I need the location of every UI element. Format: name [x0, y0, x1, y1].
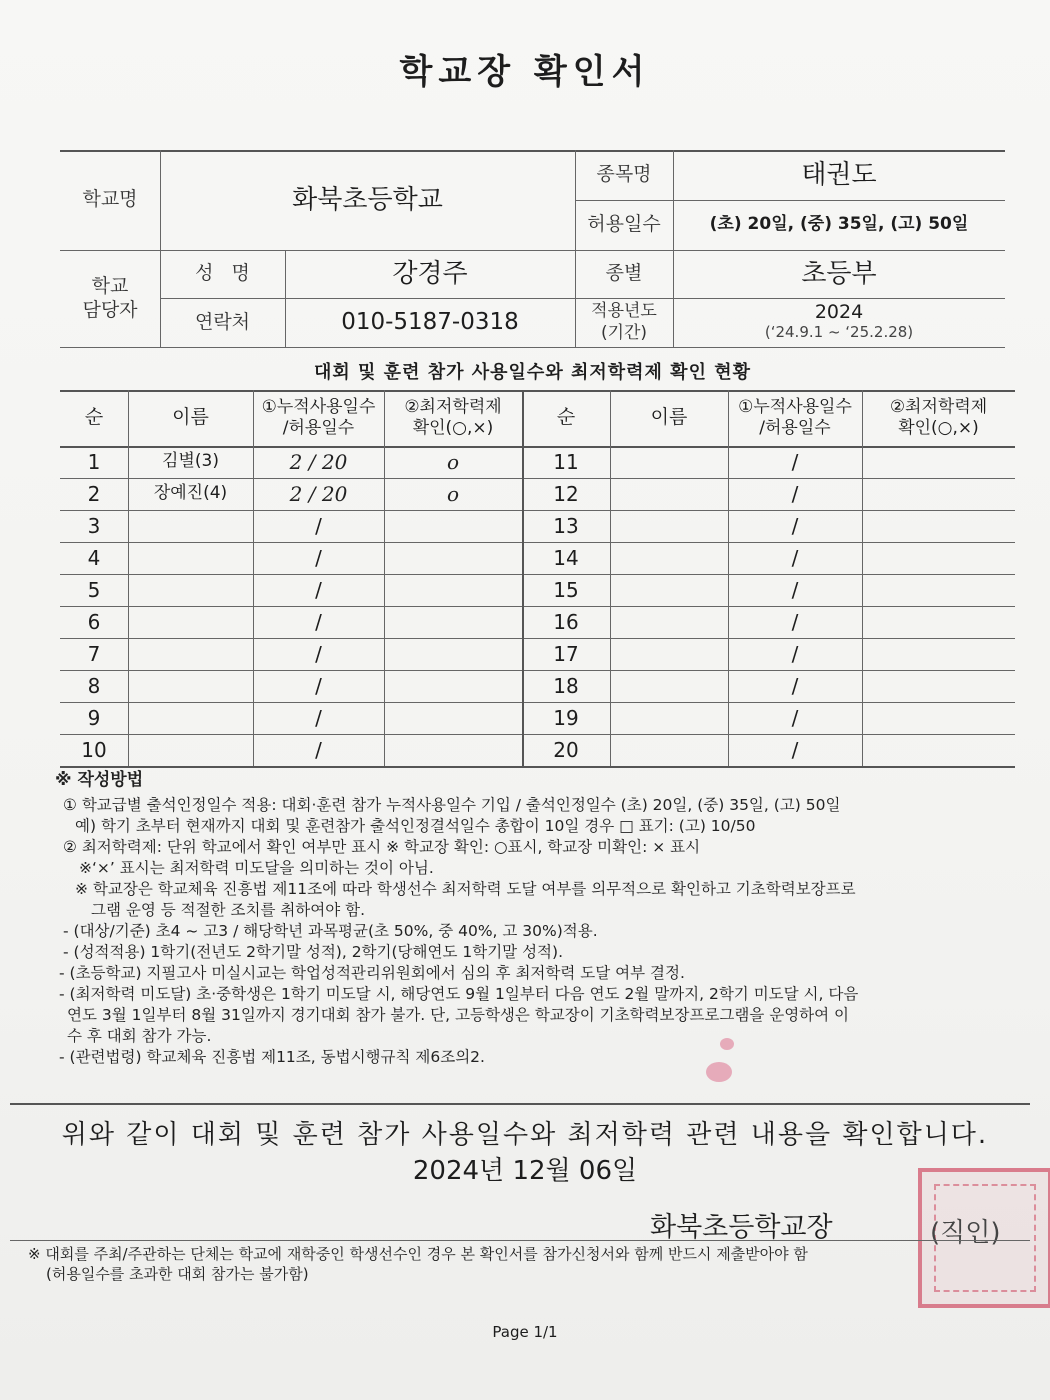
sport-value: 태권도 [801, 159, 877, 190]
row-name [610, 542, 728, 574]
page-number: Page 1/1 [492, 1323, 558, 1341]
row-number: 7 [87, 641, 101, 666]
row-name [128, 734, 253, 766]
row-check [384, 734, 522, 766]
row-name [128, 638, 253, 670]
row-name [610, 702, 728, 734]
row-number: 1 [87, 449, 101, 474]
row-name [610, 734, 728, 766]
category-label: 종별 [605, 262, 643, 285]
section-divider [10, 1103, 1030, 1105]
instructions [55, 770, 1015, 1068]
row-days: / [791, 513, 799, 538]
year-block [673, 298, 1005, 347]
instruction-line: - (대상/기준) 초4 ~ 고3 / 해당학년 과목평균(초 50%, 중 40%, 고 30%)적용. [63, 922, 598, 940]
row-check [862, 670, 1015, 702]
instruction-line: 수 후 대회 참가 가능. [67, 1027, 212, 1045]
row-check [384, 574, 522, 606]
row-check: o [446, 481, 460, 506]
category-value: 초등부 [801, 258, 877, 289]
row-name [610, 606, 728, 638]
row-check [384, 606, 522, 638]
row-check [384, 542, 522, 574]
col-header-name: 이름 [172, 406, 209, 429]
info-divider [60, 347, 1005, 348]
instruction-line: 예) 학기 초부터 현재까지 대회 및 훈련참가 출석인정결석일수 총합이 10일 경우 □ 표기: (고) 10/50 [75, 817, 756, 835]
row-days: / [791, 481, 799, 506]
row-name [610, 446, 728, 478]
footer-line: ※ 대회를 주최/주관하는 단체는 학교에 재학중인 학생선수인 경우 본 확인서를 참가신청서와 함께 반드시 제출받아야 함 [28, 1245, 808, 1263]
row-number: 19 [553, 705, 579, 730]
row-check: o [446, 449, 460, 474]
row-days: / [315, 577, 322, 602]
row-check [862, 638, 1015, 670]
row-number: 16 [553, 609, 579, 634]
row-name [610, 574, 728, 606]
col-header-no: 순 [556, 406, 576, 429]
col-header-days: ①누적사용일수 /허용일수 [261, 396, 376, 438]
row-days: / [791, 705, 799, 730]
col-header-name: 이름 [650, 406, 688, 429]
row-days: / [315, 737, 322, 762]
row-number: 10 [81, 737, 107, 762]
row-name: 김별(3) [162, 451, 219, 472]
year-label: 적용년도 (기간) [591, 301, 657, 343]
row-days: / [791, 577, 799, 602]
footer-line: (허용일수를 초과한 대회 참가는 불가함) [46, 1265, 309, 1283]
row-name: 장예진(4) [153, 483, 228, 504]
row-number: 11 [553, 449, 579, 474]
row-number: 13 [553, 513, 579, 538]
document-title: 학교장 확인서 [399, 52, 651, 92]
row-check [862, 510, 1015, 542]
row-name [610, 670, 728, 702]
row-check [862, 542, 1015, 574]
row-number: 20 [553, 737, 579, 762]
row-check [862, 574, 1015, 606]
row-name [610, 478, 728, 510]
instruction-line: ① 학교급별 출석인정일수 적용: 대회·훈련 참가 누적사용일수 기입 / 출석인정일수 (초) 20일, (중) 35일, (고) 50일 [63, 796, 841, 814]
row-number: 12 [553, 481, 579, 506]
ink-smudge [720, 1038, 734, 1050]
row-days: / [315, 705, 322, 730]
row-days: 2 / 20 [289, 481, 348, 506]
row-days: / [791, 449, 799, 474]
contact-person-label: 학교 담당자 [82, 274, 138, 321]
instruction-line: ② 최저학력제: 단위 학교에서 확인 여부만 표시 ※ 학교장 확인: ○표시, 학교장 미확인: × 표시 [63, 838, 701, 856]
row-days: / [315, 513, 322, 538]
row-number: 2 [87, 481, 101, 506]
row-name [128, 542, 253, 574]
year-value: 2024 [814, 301, 864, 323]
row-number: 17 [553, 641, 579, 666]
row-days: / [791, 737, 799, 762]
row-number: 8 [87, 673, 101, 698]
col-header-check: ②최저학력제 확인(○,×) [404, 396, 502, 438]
col-header-days: ①누적사용일수 /허용일수 [738, 396, 852, 438]
allowed-days-label: 허용일수 [587, 213, 661, 236]
period-value: (‘24.9.1 ~ ‘25.2.28) [764, 323, 914, 341]
instruction-line: 연도 3월 1일부터 8월 31일까지 경기대회 참가 불가. 단, 고등학생은 학교장이 기초학력보장프로그램을 운영하여 이 [67, 1006, 850, 1024]
row-number: 5 [87, 577, 101, 602]
section-title: 대회 및 훈련 참가 사용일수와 최저학력제 확인 현황 [313, 362, 751, 383]
instruction-line: ※‘×’ 표시는 최저학력 미도달을 의미하는 것이 아님. [79, 859, 434, 877]
row-days: / [315, 545, 322, 570]
issue-date: 2024년 12월 06일 [412, 1156, 638, 1186]
principal-signature: 화북초등학교장 [650, 1212, 833, 1243]
row-check [384, 670, 522, 702]
row-number: 18 [553, 673, 579, 698]
allowed-days-value: (초) 20일, (중) 35일, (고) 50일 [709, 214, 969, 235]
row-check [862, 702, 1015, 734]
phone-label: 연락처 [194, 310, 251, 333]
row-check [862, 478, 1015, 510]
row-check [384, 702, 522, 734]
instruction-line: - (초등학교) 지필고사 미실시교는 학업성적관리위원회에서 심의 후 최저학력 도달 여부 결정. [59, 964, 685, 982]
row-number: 3 [87, 513, 101, 538]
row-number: 14 [553, 545, 579, 570]
row-check [862, 446, 1015, 478]
row-days: 2 / 20 [289, 449, 348, 474]
col-header-no: 순 [84, 406, 104, 429]
row-check [862, 734, 1015, 766]
row-name [610, 510, 728, 542]
row-number: 15 [553, 577, 579, 602]
row-days: / [791, 609, 799, 634]
row-check [384, 510, 522, 542]
row-days: / [315, 673, 322, 698]
row-number: 6 [87, 609, 101, 634]
instruction-line: - (최저학력 미도달) 초·중학생은 1학기 미도달 시, 해당연도 9월 1일부터 다음 연도 2월 말까지, 2학기 미도달 시, 다음 [59, 985, 859, 1003]
ink-smudge [706, 1062, 732, 1082]
name-label: 성 명 [195, 262, 250, 285]
table-bottom-border [60, 766, 1015, 768]
row-name [128, 670, 253, 702]
instruction-line: - (관련법령) 학교체육 진흥법 제11조, 동법시행규칙 제6조의2. [59, 1048, 485, 1066]
instruction-line: - (성적적용) 1학기(전년도 2학기말 성적), 2학기(당해연도 1학기말 성적). [63, 943, 563, 961]
row-name [610, 638, 728, 670]
name-value: 강경주 [392, 258, 468, 289]
row-days: / [791, 673, 799, 698]
row-days: / [315, 641, 322, 666]
row-days: / [791, 545, 799, 570]
seal-label: (직인) [930, 1218, 1001, 1248]
row-name [128, 606, 253, 638]
school-value: 화북초등학교 [292, 184, 443, 215]
school-label: 학교명 [82, 188, 138, 211]
sport-label: 종목명 [596, 163, 652, 186]
row-name [128, 574, 253, 606]
row-days: / [315, 609, 322, 634]
footer-divider [10, 1240, 1030, 1241]
instruction-line: 그램 운영 등 적절한 조치를 취하여야 함. [91, 901, 366, 919]
footer-note [28, 1244, 1028, 1284]
row-check [862, 606, 1015, 638]
row-name [128, 702, 253, 734]
confirmation-statement: 위와 같이 대회 및 훈련 참가 사용일수와 최저학력 관련 내용을 확인합니다. [61, 1120, 989, 1150]
row-number: 4 [87, 545, 101, 570]
row-days: / [791, 641, 799, 666]
phone-value: 010-5187-0318 [341, 309, 519, 336]
row-check [384, 638, 522, 670]
row-name [128, 510, 253, 542]
instruction-line: ※ 학교장은 학교체육 진흥법 제11조에 따라 학생선수 최저학력 도달 여부를 의무적으로 확인하고 기초학력보장프로 [75, 880, 856, 898]
col-header-check: ②최저학력제 확인(○,×) [889, 396, 988, 438]
row-number: 9 [87, 705, 101, 730]
instructions-heading: ※ 작성방법 [55, 770, 144, 790]
